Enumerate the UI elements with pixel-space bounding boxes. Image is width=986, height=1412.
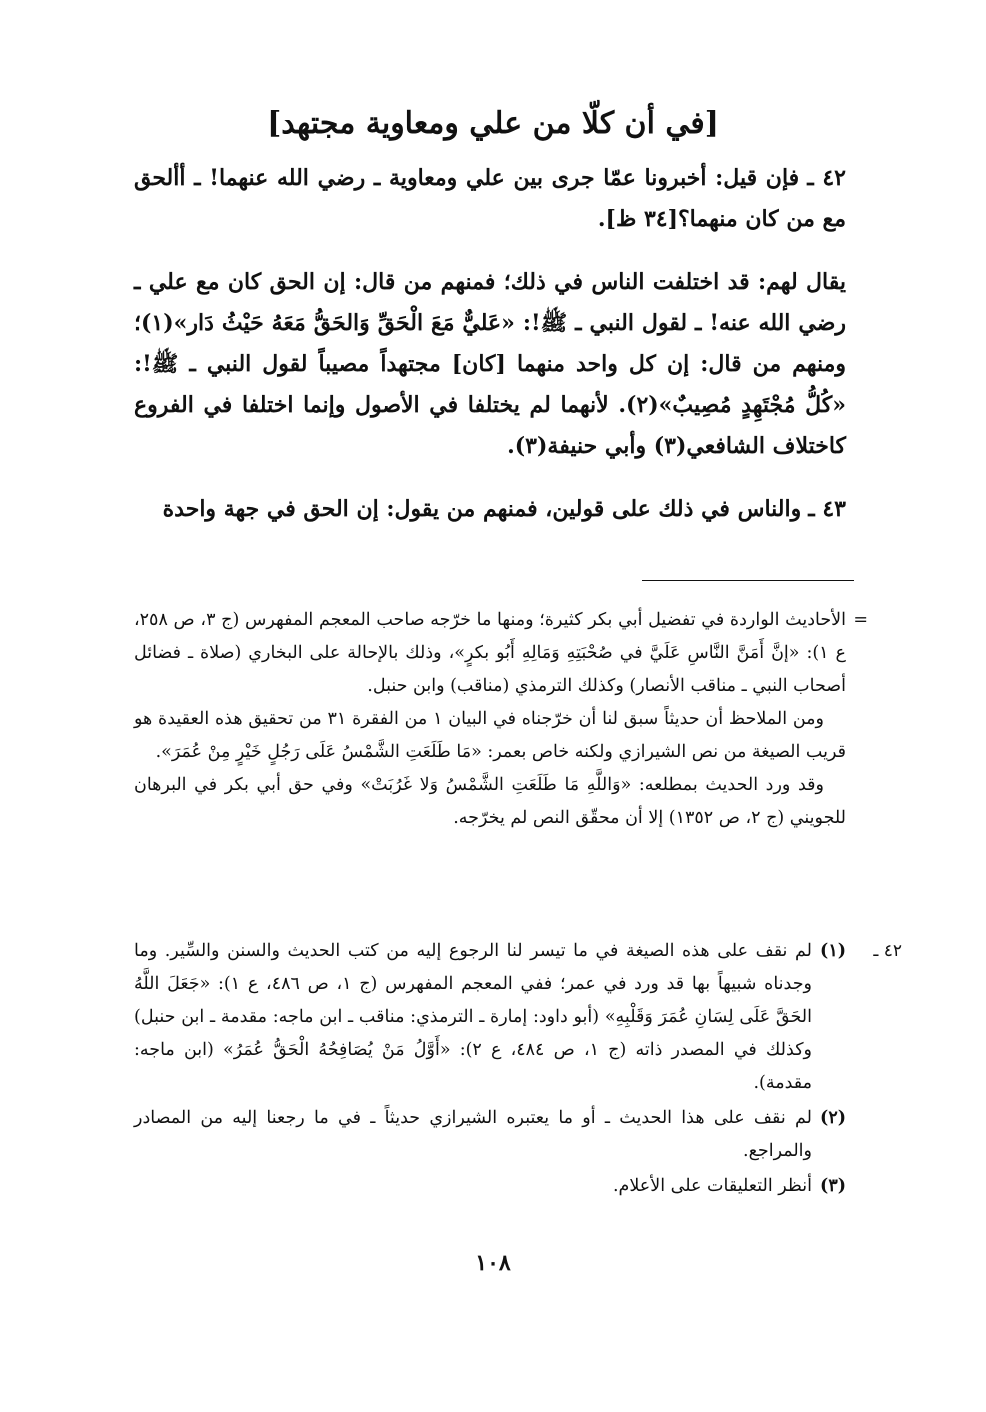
footnote-paragraph: وقد ورد الحديث بمطلعه: «وَاللَّهِ مَا طَلَعَتِ الشَّمْسُ وَلا غَرُبَتْ» وفي حق أبي بكر في البرهان للجويني (ج ٢، ص ١٣٥٢) إلا أن محقّق النص لم يخرّجه. xyxy=(134,775,846,828)
continuation-marker: = xyxy=(853,610,868,630)
footnote-item xyxy=(134,935,902,1100)
footnote-paragraph: الأحاديث الواردة في تفضيل أبي بكر كثيرة؛ ومنها ما خرّجه صاحب المعجم المفهرس (ج ٣، ص ٢٥٨، ع ١): «إنَّ أَمَنَّ النَّاسِ عَلَيَّ في صُحْبَتِهِ وَمَالِهِ أَبُو بكرٍ»، وذلك بالإحالة على البخاري (صلاة ـ فضائل أصحاب النبي ـ مناقب الأنصار) وكذلك الترمذي (مناقب) وابن حنبل. xyxy=(134,610,846,696)
paragraph-text: يقال لهم: قد اختلفت الناس في ذلك؛ فمنهم من قال: إن الحق كان مع علي ـ رضي الله عنه! ـ لقول النبي ـ ﷺ!: «عَليٌّ مَعَ الْحَقِّ وَالحَقُّ مَعَهُ حَيْثُ دَار»(١)؛ ومنهم من قال: إن كل واحد منهما [كان] مجتهداً مصيباً لقول النبي ـ ﷺ!: «كُلُّ مُجْتَهِدٍ مُصِيبٌ»(٢). لأنهما لم يختلفا في الأصول وإنما اختلفا في الفروع كاختلاف الشافعي(٣) وأبي حنيفة(٣). xyxy=(134,269,846,459)
paragraph-text: والناس في ذلك على قولين، فمنهم من يقول: إن الحق في جهة واحدة xyxy=(162,496,802,522)
footnote-item xyxy=(134,1102,846,1168)
footnote-continuation xyxy=(134,604,868,835)
page-number: ١٠٨ xyxy=(475,1250,511,1276)
footnote-paragraph: ومن الملاحظ أن حديثاً سبق لنا أن خرّجناه في البيان ١ من الفقرة ٣١ من تحقيق هذه العقيدة هو قريب الصيغة من نص الشيرازي ولكنه خاص بعمر: «مَا طَلَعَتِ الشَّمْسُ عَلَى رَجُلٍ خَيْرٍ مِنْ عُمَرَ». xyxy=(134,709,846,762)
paragraph-number: ٤٣ ـ xyxy=(808,496,846,522)
footnote-list xyxy=(134,935,902,1205)
footnote-mark: (٣) xyxy=(820,1176,846,1196)
footnote-paragraph-ref: ٤٢ ـ xyxy=(873,941,902,961)
footnote-item xyxy=(134,1170,846,1203)
paragraph-text: فإن قيل: أخبرونا عمّا جرى بين علي ومعاوية ـ رضي الله عنهما! ـ أألحق مع من كان منهما؟[٣٤ ظ]. xyxy=(134,165,846,232)
footnote-mark: (٢) xyxy=(820,1108,846,1128)
footnote-text: أنظر التعليقات على الأعلام. xyxy=(612,1176,812,1196)
section-heading: [في أن كلّا من علي ومعاوية مجتهد] xyxy=(267,106,719,141)
footnote-mark: (١) xyxy=(820,941,846,961)
footnote-text: لم نقف على هذا الحديث ـ أو ما يعتبره الشيرازي حديثاً ـ في ما رجعنا إليه من المصادر والمراجع. xyxy=(134,1108,812,1161)
footnote-divider xyxy=(642,580,854,581)
footnote-text: لم نقف على هذه الصيغة في ما تيسر لنا الرجوع إليه من كتب الحديث والسنن والسِّير. وما وجدناه شبيهاً بها قد ورد في عمر؛ ففي المعجم المفهرس (ج ١، ص ٤٨٦، ع ١): «جَعَلَ اللَّهُ الحَقَّ عَلَى لِسَانِ عُمَرَ وَقَلْبِهِ» (أبو داود: إمارة ـ الترمذي: مناقب ـ ابن ماجه: مقدمة ـ ابن حنبل) وكذلك في المصدر ذاته (ج ١، ص ٤٨٤، ع ٢): «أَوَّلُ مَنْ يُصَافِحُهُ الْحَقُّ عُمَرُ» (ابن ماجه: مقدمة). xyxy=(134,941,812,1093)
paragraph-number: ٤٢ ـ xyxy=(807,165,846,191)
paragraph-42 xyxy=(134,158,846,240)
paragraph-answer xyxy=(134,262,846,467)
main-text xyxy=(134,158,846,552)
paragraph-43 xyxy=(134,489,846,530)
